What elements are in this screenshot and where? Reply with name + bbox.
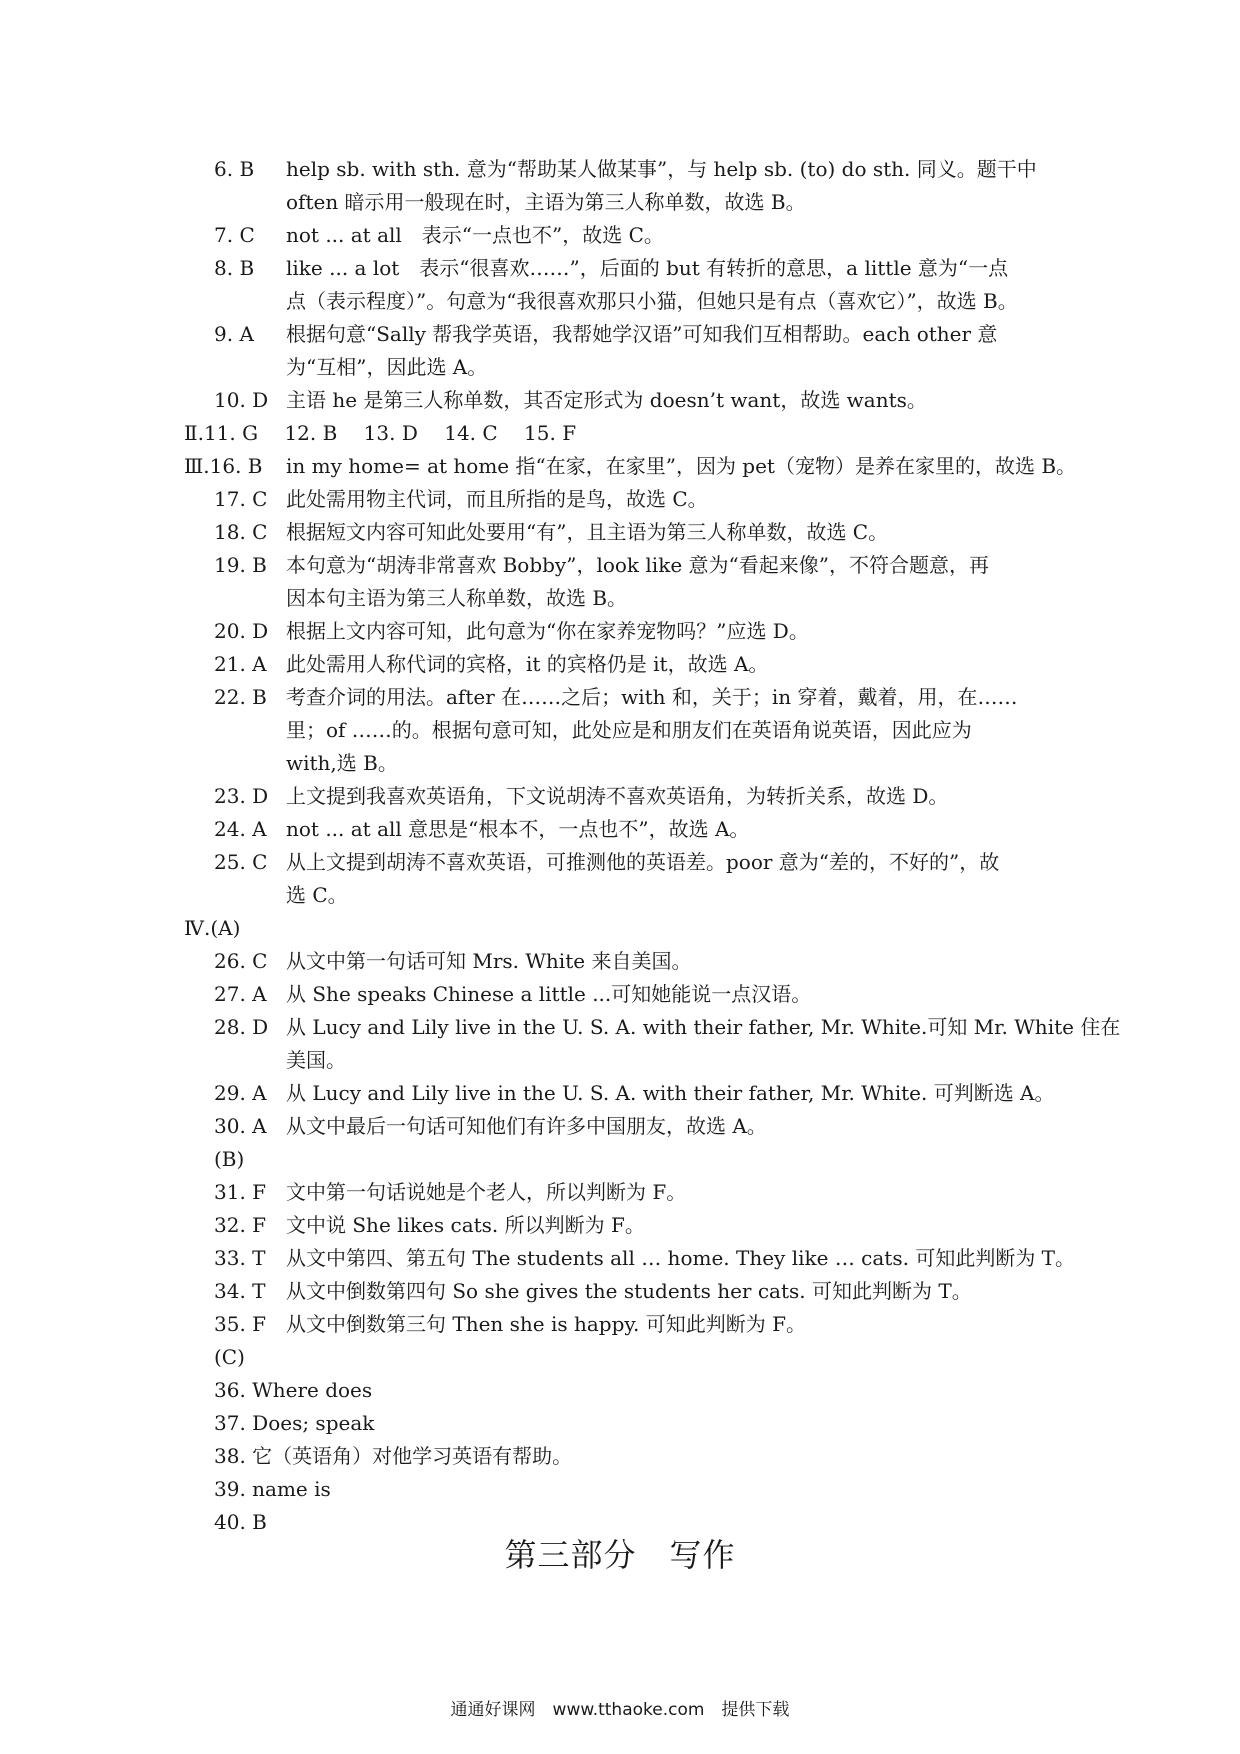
answer-number: Ⅲ.16. B bbox=[184, 454, 263, 478]
answer-explanation: 从 Lucy and Lily live in the U. S. A. with their father, Mr. White. 可判断选 A。 bbox=[286, 1081, 1055, 1105]
answer-row bbox=[0, 516, 1240, 549]
answer-row bbox=[0, 1176, 1240, 1209]
answer-row bbox=[0, 450, 1240, 483]
answer-number: 28. D bbox=[214, 1015, 269, 1039]
answer-number: 8. B bbox=[214, 256, 255, 280]
answer-row bbox=[0, 417, 1240, 450]
answer-row bbox=[0, 1209, 1240, 1242]
answer-number: 24. A bbox=[214, 817, 267, 841]
answer-explanation: 从文中最后一句话可知他们有许多中国朋友，故选 A。 bbox=[286, 1114, 767, 1138]
section-heading: 第三部分 写作 bbox=[504, 1536, 736, 1574]
answer-explanation: 为“互相”，因此选 A。 bbox=[286, 355, 488, 379]
answer-number: 35. F bbox=[214, 1312, 267, 1336]
answer-line: 37. Does; speak bbox=[214, 1411, 375, 1435]
answer-explanation: in my home= at home 指“在家，在家里”，因为 pet（宠物）是养在家里的，故选 B。 bbox=[286, 454, 1077, 478]
answer-row bbox=[0, 714, 1240, 747]
answer-row bbox=[0, 615, 1240, 648]
answer-row bbox=[0, 879, 1240, 912]
answer-number: 27. A bbox=[214, 982, 267, 1006]
answer-row bbox=[0, 582, 1240, 615]
answer-row bbox=[0, 1407, 1240, 1440]
answer-row bbox=[0, 1473, 1240, 1506]
answer-list bbox=[0, 153, 1240, 1539]
answer-number: 29. A bbox=[214, 1081, 267, 1105]
answer-row bbox=[0, 1077, 1240, 1110]
answer-row bbox=[0, 153, 1240, 186]
answer-row bbox=[0, 648, 1240, 681]
answer-explanation: like ... a lot 表示“很喜欢……”，后面的 but 有转折的意思，a little 意为“一点 bbox=[286, 256, 1009, 280]
answer-explanation: 此处需用人称代词的宾格，it 的宾格仍是 it，故选 A。 bbox=[286, 652, 769, 676]
answer-number: 10. D bbox=[214, 388, 269, 412]
answer-row bbox=[0, 186, 1240, 219]
answer-explanation: 根据上文内容可知，此句意为“你在家养宠物吗？”应选 D。 bbox=[286, 619, 809, 643]
answer-number: 22. B bbox=[214, 685, 267, 709]
answer-number: 32. F bbox=[214, 1213, 267, 1237]
answer-line: Ⅱ.11. G 12. B 13. D 14. C 15. F bbox=[184, 421, 577, 445]
answer-explanation: 因本句主语为第三人称单数，故选 B。 bbox=[286, 586, 628, 610]
answer-row bbox=[0, 1044, 1240, 1077]
answer-number: 25. C bbox=[214, 850, 268, 874]
answer-explanation: 根据句意“Sally 帮我学英语，我帮她学汉语”可知我们互相帮助。each other 意 bbox=[286, 322, 998, 346]
answer-row bbox=[0, 1341, 1240, 1374]
answer-explanation: 本句意为“胡涛非常喜欢 Bobby”，look like 意为“看起来像”，不符合题意，再 bbox=[286, 553, 989, 577]
answer-explanation: 美国。 bbox=[286, 1048, 346, 1072]
answer-row bbox=[0, 945, 1240, 978]
answer-number: 20. D bbox=[214, 619, 269, 643]
answer-number: 7. C bbox=[214, 223, 255, 247]
answer-row bbox=[0, 681, 1240, 714]
answer-number: 17. C bbox=[214, 487, 268, 511]
answer-row bbox=[0, 1374, 1240, 1407]
answer-explanation: help sb. with sth. 意为“帮助某人做某事”，与 help sb. (to) do sth. 同义。题干中 bbox=[286, 157, 1037, 181]
answer-number: 30. A bbox=[214, 1114, 267, 1138]
answer-explanation: 此处需用物主代词，而且所指的是鸟，故选 C。 bbox=[286, 487, 708, 511]
answer-number: 33. T bbox=[214, 1246, 266, 1270]
answer-explanation: 从 Lucy and Lily live in the U. S. A. with their father, Mr. White.可知 Mr. White 住在 bbox=[286, 1015, 1121, 1039]
answer-explanation: 从文中倒数第三句 Then she is happy. 可知此判断为 F。 bbox=[286, 1312, 807, 1336]
answer-explanation: 从文中第一句话可知 Mrs. White 来自美国。 bbox=[286, 949, 692, 973]
answer-row bbox=[0, 978, 1240, 1011]
answer-number: 23. D bbox=[214, 784, 269, 808]
answer-row bbox=[0, 549, 1240, 582]
answer-line: 38. 它（英语角）对他学习英语有帮助。 bbox=[214, 1444, 573, 1468]
answer-number: 6. B bbox=[214, 157, 255, 181]
answer-explanation: often 暗示用一般现在时，主语为第三人称单数，故选 B。 bbox=[286, 190, 806, 214]
answer-row bbox=[0, 780, 1240, 813]
answer-explanation: 上文提到我喜欢英语角，下文说胡涛不喜欢英语角，为转折关系，故选 D。 bbox=[286, 784, 949, 808]
answer-row bbox=[0, 747, 1240, 780]
answer-line: 39. name is bbox=[214, 1477, 331, 1501]
answer-explanation: with,选 B。 bbox=[286, 751, 398, 775]
answer-number: 19. B bbox=[214, 553, 267, 577]
answer-row bbox=[0, 1440, 1240, 1473]
answer-row bbox=[0, 1308, 1240, 1341]
answer-line: 40. B bbox=[214, 1510, 267, 1534]
answer-row bbox=[0, 1275, 1240, 1308]
answer-explanation: 考查介词的用法。after 在……之后；with 和，关于；in 穿着，戴着，用，在…… bbox=[286, 685, 1018, 709]
answer-number: 34. T bbox=[214, 1279, 266, 1303]
answer-explanation: 选 C。 bbox=[286, 883, 348, 907]
answer-explanation: 从 She speaks Chinese a little ...可知她能说一点汉语。 bbox=[286, 982, 812, 1006]
answer-row bbox=[0, 384, 1240, 417]
page-footer: 通通好课网 www.tthaoke.com 提供下载 bbox=[450, 1700, 790, 1720]
answer-number: 31. F bbox=[214, 1180, 267, 1204]
answer-row bbox=[0, 285, 1240, 318]
answer-explanation: 文中第一句话说她是个老人，所以判断为 F。 bbox=[286, 1180, 687, 1204]
answer-explanation: 根据短文内容可知此处要用“有”，且主语为第三人称单数，故选 C。 bbox=[286, 520, 889, 544]
answer-explanation: not ... at all 表示“一点也不”，故选 C。 bbox=[286, 223, 664, 247]
answer-line: (C) bbox=[214, 1345, 245, 1369]
answer-explanation: 从文中第四、第五句 The students all … home. They like … cats. 可知此判断为 T。 bbox=[286, 1246, 1076, 1270]
answer-row bbox=[0, 351, 1240, 384]
answer-row bbox=[0, 846, 1240, 879]
answer-number: 18. C bbox=[214, 520, 268, 544]
answer-number: 9. A bbox=[214, 322, 254, 346]
answer-line: 36. Where does bbox=[214, 1378, 373, 1402]
answer-row bbox=[0, 1110, 1240, 1143]
answer-row bbox=[0, 912, 1240, 945]
answer-row bbox=[0, 1242, 1240, 1275]
answer-explanation: not ... at all 意思是“根本不，一点也不”，故选 A。 bbox=[286, 817, 750, 841]
answer-row bbox=[0, 252, 1240, 285]
answer-row bbox=[0, 219, 1240, 252]
answer-explanation: 从文中倒数第四句 So she gives the students her cats. 可知此判断为 T。 bbox=[286, 1279, 972, 1303]
answer-line: (B) bbox=[214, 1147, 245, 1171]
answer-row bbox=[0, 1143, 1240, 1176]
answer-explanation: 里；of ……的。根据句意可知，此处应是和朋友们在英语角说英语，因此应为 bbox=[286, 718, 972, 742]
answer-line: Ⅳ.(A) bbox=[184, 916, 241, 940]
answer-explanation: 点（表示程度）”。句意为“我很喜欢那只小猫，但她只是有点（喜欢它）”，故选 B。 bbox=[286, 289, 1018, 313]
answer-row bbox=[0, 318, 1240, 351]
answer-row bbox=[0, 483, 1240, 516]
answer-explanation: 文中说 She likes cats. 所以判断为 F。 bbox=[286, 1213, 645, 1237]
answer-explanation: 主语 he 是第三人称单数，其否定形式为 doesn’t want，故选 wants。 bbox=[286, 388, 927, 412]
answer-number: 26. C bbox=[214, 949, 268, 973]
answer-row bbox=[0, 813, 1240, 846]
answer-row bbox=[0, 1011, 1240, 1044]
answer-number: 21. A bbox=[214, 652, 267, 676]
answer-explanation: 从上文提到胡涛不喜欢英语，可推测他的英语差。poor 意为“差的，不好的”，故 bbox=[286, 850, 1000, 874]
